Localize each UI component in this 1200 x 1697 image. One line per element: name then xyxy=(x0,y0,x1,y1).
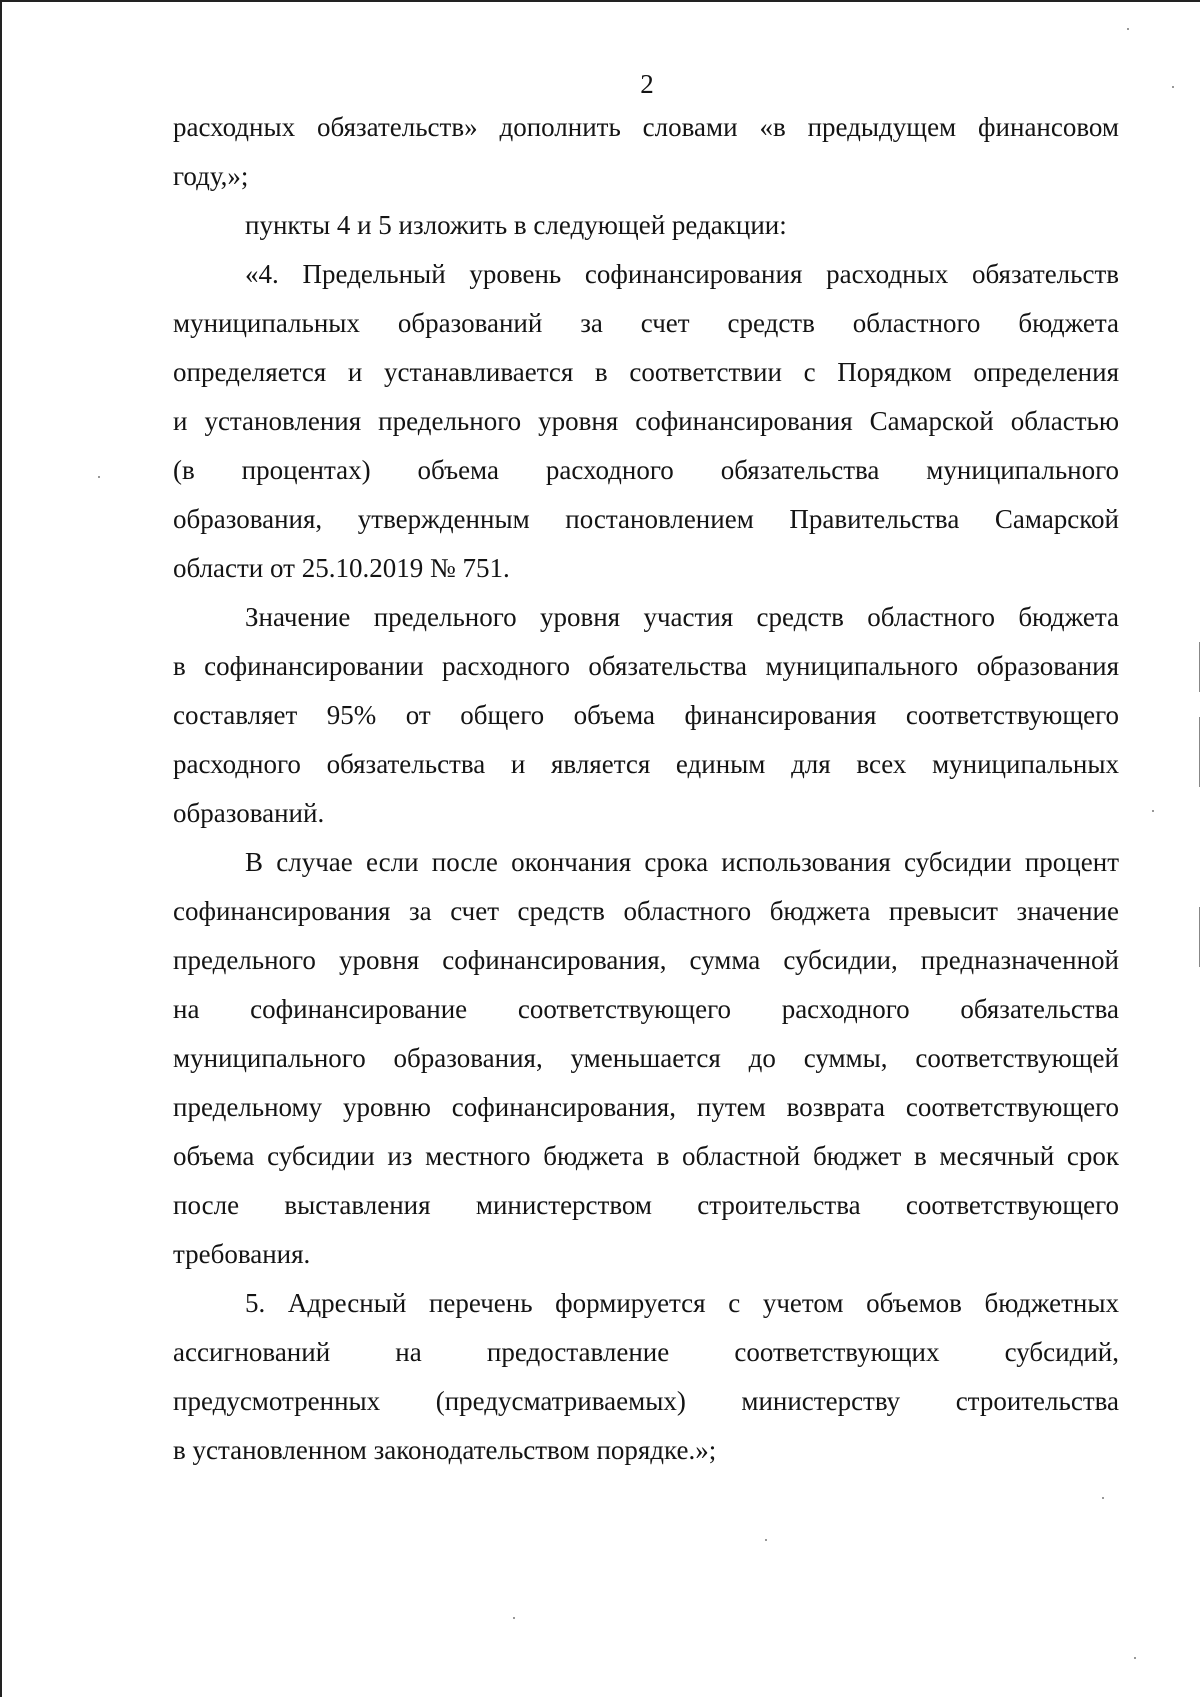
text-line: в софинансировании расходного обязательства муниципального образования xyxy=(173,651,1119,681)
scan-speck xyxy=(765,1539,767,1541)
scan-speck xyxy=(1152,810,1154,812)
text-line: образований. xyxy=(173,798,325,828)
text-line: (в процентах) объема расходного обязательства муниципального xyxy=(173,455,1119,485)
text-line: Значение предельного уровня участия средств областного бюджета xyxy=(245,602,1119,632)
text-line: году,»; xyxy=(173,161,249,191)
text-line: предусмотренных (предусматриваемых) министерству строительства xyxy=(173,1386,1119,1416)
text-line: «4. Предельный уровень софинансирования расходных обязательств xyxy=(245,259,1119,289)
scan-speck xyxy=(1127,28,1129,30)
text-line: софинансирования за счет средств областного бюджета превысит значение xyxy=(173,896,1119,926)
scan-speck xyxy=(1172,86,1174,88)
text-line: предельного уровня софинансирования, сумма субсидии, предназначенной xyxy=(173,945,1119,975)
text-line: В случае если после окончания срока использования субсидии процент xyxy=(245,847,1119,877)
paragraph-4 xyxy=(173,593,1119,838)
text-line: расходных обязательств» дополнить словами «в предыдущем финансовом xyxy=(173,112,1119,142)
text-line: расходного обязательства и является единым для всех муниципальных xyxy=(173,749,1119,779)
text-line: предельному уровню софинансирования, путем возврата соответствующего xyxy=(173,1092,1119,1122)
text-line: 5. Адресный перечень формируется с учетом объемов бюджетных xyxy=(245,1288,1119,1318)
text-line: муниципальных образований за счет средств областного бюджета xyxy=(173,308,1119,338)
document-body xyxy=(173,103,1119,1475)
scan-speck xyxy=(1102,1497,1104,1499)
text-line: образования, утвержденным постановлением Правительства Самарской xyxy=(173,504,1119,534)
text-line: определяется и устанавливается в соответствии с Порядком определения xyxy=(173,357,1119,387)
text-line: и установления предельного уровня софинансирования Самарской областью xyxy=(173,406,1119,436)
text-line: требования. xyxy=(173,1239,311,1269)
text-line: объема субсидии из местного бюджета в областной бюджет в месячный срок xyxy=(173,1141,1119,1171)
text-line: пункты 4 и 5 изложить в следующей редакции: xyxy=(245,210,787,240)
text-line: области от 25.10.2019 № 751. xyxy=(173,553,510,583)
scan-speck xyxy=(1134,1657,1136,1659)
text-line: в установленном законодательством порядке.»; xyxy=(173,1435,717,1465)
paragraph-5 xyxy=(173,838,1119,1279)
paragraph-2 xyxy=(173,201,1119,250)
text-line: ассигнований на предоставление соответствующих субсидий, xyxy=(173,1337,1119,1367)
paragraph-6 xyxy=(173,1279,1119,1475)
paragraph-1 xyxy=(173,103,1119,201)
text-line: на софинансирование соответствующего расходного обязательства xyxy=(173,994,1119,1024)
text-line: после выставления министерством строительства соответствующего xyxy=(173,1190,1119,1220)
text-line: составляет 95% от общего объема финансирования соответствующего xyxy=(173,700,1119,730)
paragraph-3 xyxy=(173,250,1119,593)
scan-speck xyxy=(98,476,100,478)
text-line: муниципального образования, уменьшается до суммы, соответствующей xyxy=(173,1043,1119,1073)
scan-speck xyxy=(513,1617,515,1619)
page-number: 2 xyxy=(640,69,654,99)
